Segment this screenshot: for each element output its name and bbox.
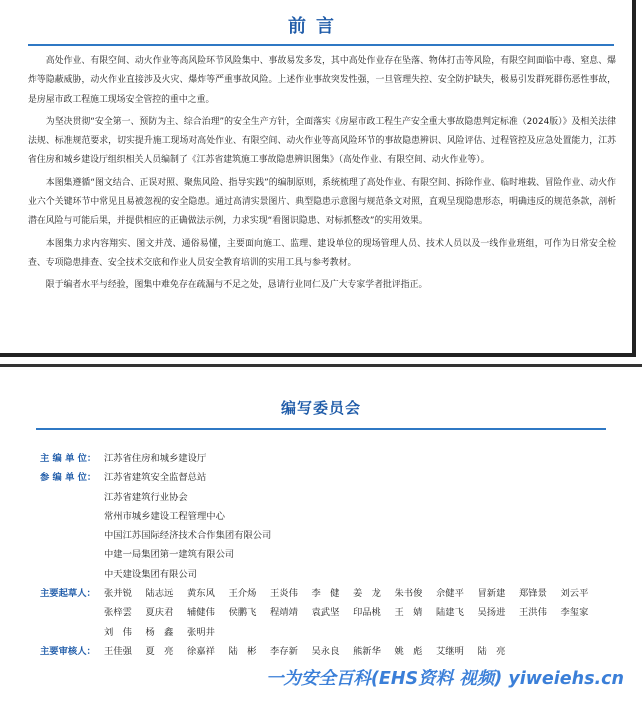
- person-name: 王洪伟: [519, 607, 547, 619]
- editor-unit: 江苏省住房和城乡建设厅: [104, 453, 207, 464]
- person-name: 姚 彪: [394, 645, 423, 657]
- watermark: 一为安全百科(EHS资料 视频) yiweiehs.cn: [265, 669, 624, 689]
- preface-paragraph: 本图集力求内容翔实、图文并茂、通俗易懂，主要面向施工、监理、建设单位的现场管理人员、技术人员以及一线作业班组，可作为日常安全检查、专项隐患排查、安全技术交底和作业人员安全教育培训的实用工具与参考教材。: [28, 238, 616, 268]
- person-name: 吴扬进: [477, 607, 506, 619]
- participant-row: [40, 507, 630, 526]
- person-name: 陆 彬: [228, 645, 257, 657]
- person-name: 李存新: [270, 645, 298, 657]
- person-name: 熊新华: [353, 645, 381, 657]
- reviewers-label: 主要审核人：: [40, 645, 96, 657]
- person-name: 刘云平: [560, 588, 589, 600]
- person-name: 陆 亮: [477, 645, 506, 657]
- person-name: 张梓雲: [104, 607, 132, 619]
- person-name: 朱书俊: [394, 588, 423, 600]
- committee-page: [0, 364, 642, 724]
- person-name: 佘健平: [436, 588, 464, 600]
- person-name: 徐嘉祥: [187, 645, 215, 657]
- participant-unit: 江苏省建筑安全监督总站: [104, 472, 207, 484]
- reviewers-row: [40, 642, 630, 661]
- drafters-row: [40, 584, 630, 642]
- page-gap: [0, 357, 642, 364]
- person-name: 侯鹏飞: [228, 607, 257, 619]
- preface-paragraph: 高处作业、有限空间、动火作业等高风险环节风险集中、事故易发多发，其中高处作业存在坠落、物体打击等风险，有限空间面临中毒、窒息、爆炸等隐蔽威胁，动火作业直接涉及火灾、爆炸等严重事故风险。上述作业事故突发性强，一旦管理失控、安全防护缺失，极易引发群死群伤恶性事故，是房屋市政工程施工现场安全管控的重中之重。: [28, 56, 616, 105]
- preface-title-rule: [28, 44, 614, 46]
- preface-paragraph: 为坚决贯彻“安全第一、预防为主、综合治理”的安全生产方针，全面落实《房屋市政工程生产安全重大事故隐患判定标准（2024版）》及相关法律法规、标准规范要求，切实提升施工现场对高处作业、有限空间、动火作业等高风险环节的事故隐患辨识、风险评估、过程管控及应急处置能力，江苏省住房和城乡建设厅组织相关人员编制了《江苏省建筑施工事故隐患辨识图集》（高处作业、有限空间、动火作业等）。: [28, 116, 616, 166]
- preface-paragraph: 限于编者水平与经验，图集中难免存在疏漏与不足之处，恳请行业同仁及广大专家学者批评指正。: [45, 280, 428, 291]
- person-name: 王佳强: [104, 645, 132, 657]
- person-name: 张并锐: [104, 588, 132, 600]
- editor-label: 主 编 单 位：: [40, 453, 97, 464]
- person-name: 杨 鑫: [145, 626, 174, 638]
- person-name: 王介炀: [228, 588, 257, 600]
- person-name: 王 婧: [394, 607, 423, 619]
- person-name: 印品桃: [353, 607, 381, 619]
- participant-unit: 江苏省建筑行业协会: [104, 491, 188, 503]
- participant-row: [40, 488, 630, 507]
- preface-body: [28, 52, 616, 299]
- person-name: 黄东风: [187, 588, 215, 600]
- preface-page: [0, 0, 636, 357]
- person-name: 王炎伟: [270, 588, 298, 600]
- person-name: 李玺家: [560, 607, 589, 619]
- drafters-label: 主要起草人：: [40, 588, 96, 600]
- participant-unit: 中建一局集团第一建筑有限公司: [104, 549, 235, 561]
- person-name: 夏庆君: [145, 607, 174, 619]
- person-name: 刘 伟: [104, 626, 132, 638]
- person-name: 程靖靖: [270, 607, 298, 619]
- person-name: 陆志远: [145, 588, 174, 600]
- participant-row: [40, 526, 630, 545]
- person-name: 吴永良: [311, 645, 340, 657]
- drafters-list: [104, 584, 604, 642]
- person-name: 艾继明: [436, 645, 464, 657]
- participant-row: [40, 565, 630, 584]
- participant-unit: 中国江苏国际经济技术合作集团有限公司: [104, 530, 272, 542]
- reviewers-list: [104, 642, 604, 661]
- committee-title-rule: [36, 428, 606, 430]
- participant-unit: 常州市城乡建设工程管理中心: [104, 510, 225, 522]
- person-name: 袁武坚: [311, 607, 340, 619]
- person-name: 郑锋景: [519, 588, 547, 600]
- participant-row: [40, 545, 630, 564]
- person-name: 辅健伟: [187, 607, 215, 619]
- editor-row: [40, 449, 630, 468]
- participant-unit: 中天建设集团有限公司: [104, 568, 197, 580]
- person-name: 张明井: [187, 626, 215, 638]
- committee-list: [40, 449, 630, 661]
- person-name: 夏 亮: [145, 645, 174, 657]
- participant-label: 参 编 单 位：: [40, 472, 97, 484]
- preface-paragraph: 本图集遵循“图文结合、正误对照、聚焦风险、指导实践”的编制原则，系统梳理了高处作业、有限空间、拆除作业、临时堆载、冒险作业、动火作业六个关键环节中常见且易被忽视的安全隐患。通过高清实景图片、典型隐患示意图与规范条文对照，直观呈现隐患形态，明确违反的规范条款，剖析潜在风险与可能后果，并提供相应的正确做法示例，力求实现“看图识隐患、对标抓整改”的实用效果。: [28, 177, 616, 227]
- person-name: 姜 龙: [353, 588, 381, 600]
- preface-title: 前言: [288, 16, 344, 37]
- person-name: 冒新建: [477, 588, 506, 600]
- person-name: 陆建飞: [436, 607, 464, 619]
- person-name: 李 健: [311, 588, 340, 600]
- committee-title: 编写委员会: [280, 399, 361, 417]
- participant-row: [40, 468, 630, 487]
